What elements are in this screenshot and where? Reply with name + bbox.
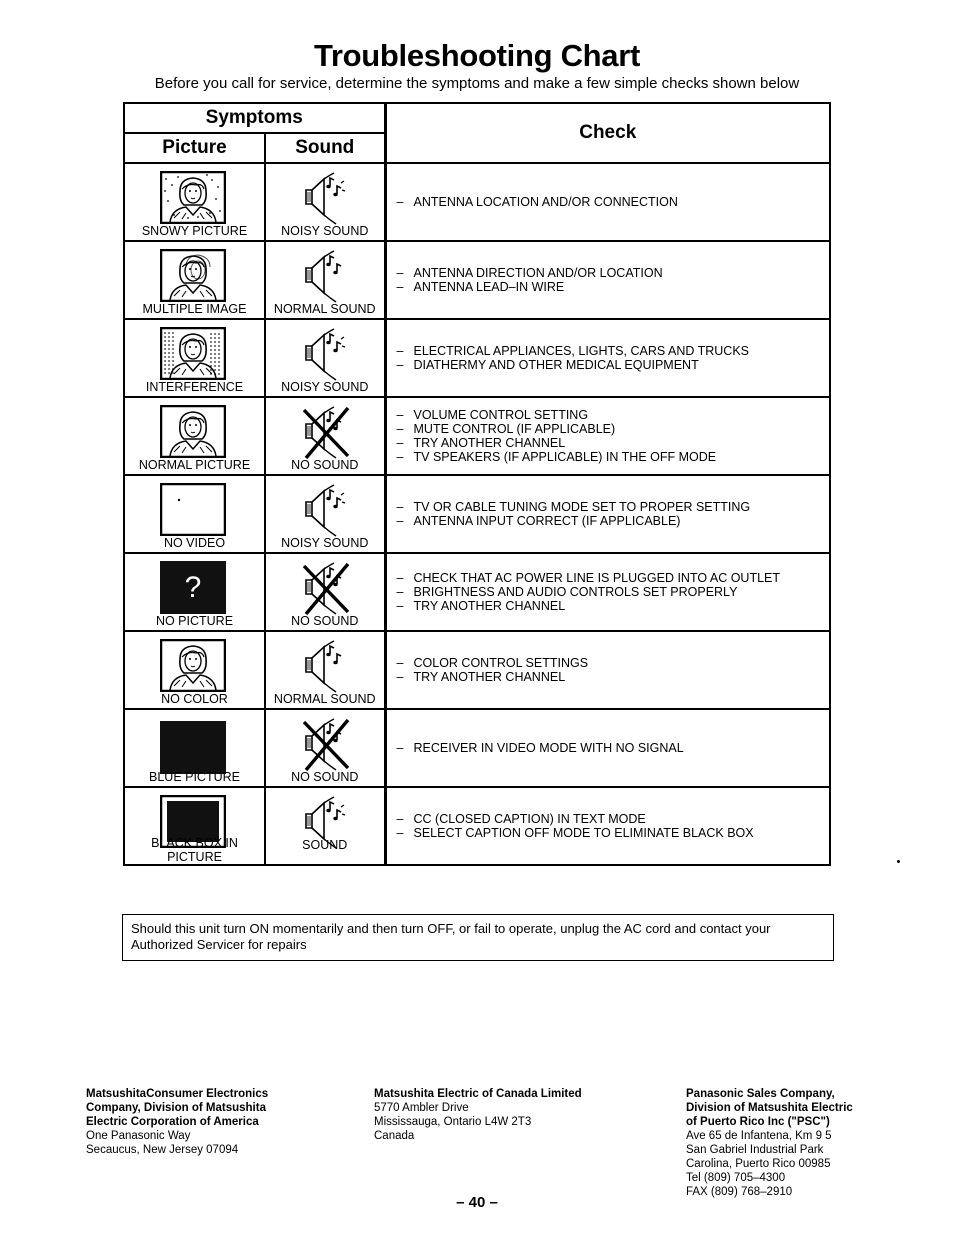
footer-pr-line: Carolina, Puerto Rico 00985 xyxy=(686,1158,831,1170)
check-item: – VOLUME CONTROL SETTING xyxy=(397,408,830,422)
footer-usa-address xyxy=(86,1087,268,1157)
symptoms-header: Symptoms xyxy=(124,103,385,133)
sound-symptom-label: NORMAL SOUND xyxy=(273,302,376,316)
picture-symptom-label xyxy=(125,836,264,864)
symptom-rows xyxy=(124,163,830,865)
picture-symptom-cell xyxy=(124,241,265,319)
sound-symptom-label: NOISY SOUND xyxy=(281,536,369,550)
sound-symptom-cell xyxy=(265,241,385,319)
check-list xyxy=(387,500,830,528)
symptom-row xyxy=(124,787,830,865)
check-list xyxy=(387,812,830,840)
check-item: – CC (CLOSED CAPTION) IN TEXT MODE xyxy=(397,812,830,826)
check-list xyxy=(387,266,830,294)
check-cell xyxy=(385,319,830,397)
check-list xyxy=(387,344,830,372)
footer-canada-address xyxy=(374,1087,582,1143)
troubleshooting-table xyxy=(123,102,831,866)
check-item: – BRIGHTNESS AND AUDIO CONTROLS SET PROPERLY xyxy=(397,585,830,599)
footer-canada-company: Matsushita Electric of Canada Limited xyxy=(374,1088,582,1100)
picture-symptom-label: NO PICTURE xyxy=(155,614,234,628)
symptom-row xyxy=(124,319,830,397)
picture-symptom-label: SNOWY PICTURE xyxy=(141,224,248,238)
footer-canada-line: Mississauga, Ontario L4W 2T3 xyxy=(374,1116,532,1128)
picture-symptom-label: NO COLOR xyxy=(161,692,228,706)
check-cell xyxy=(385,397,830,475)
check-item: – MUTE CONTROL (IF APPLICABLE) xyxy=(397,422,830,436)
footer-usa-company: MatsushitaConsumer Electronics xyxy=(86,1088,269,1100)
sound-symptom-cell xyxy=(265,397,385,475)
picture-symptom-cell xyxy=(124,709,265,787)
footer-usa-line: One Panasonic Way xyxy=(86,1130,191,1142)
check-cell xyxy=(385,709,830,787)
check-cell xyxy=(385,553,830,631)
picture-header: Picture xyxy=(124,133,265,163)
check-item: – TRY ANOTHER CHANNEL xyxy=(397,670,830,684)
picture-symptom-cell xyxy=(124,787,265,865)
picture-symptom-label: BLUE PICTURE xyxy=(149,770,240,784)
picture-symptom-label: MULTIPLE IMAGE xyxy=(142,302,247,316)
check-item: – RECEIVER IN VIDEO MODE WITH NO SIGNAL xyxy=(397,741,830,755)
sound-symptom-label: NORMAL SOUND xyxy=(273,692,376,706)
sound-symptom-cell xyxy=(265,709,385,787)
check-item: – ANTENNA DIRECTION AND/OR LOCATION xyxy=(397,266,830,280)
sound-symptom-label: NOISY SOUND xyxy=(281,380,369,394)
footer-pr-line: FAX (809) 768–2910 xyxy=(686,1186,793,1198)
sound-symptom-cell xyxy=(265,553,385,631)
page-subtitle: Before you call for service, determine the symptoms and make a few simple checks shown below xyxy=(154,75,800,92)
picture-symptom-cell xyxy=(124,631,265,709)
picture-symptom-label-line: BLACK BOX IN xyxy=(151,836,238,850)
sound-symptom-cell xyxy=(265,631,385,709)
check-cell xyxy=(385,631,830,709)
page-number: – 40 – xyxy=(456,1194,498,1211)
picture-symptom-label-line: PICTURE xyxy=(167,850,222,864)
sound-symptom-cell xyxy=(265,163,385,241)
footer-pr-line: Ave 65 de Infantena, Km 9 5 xyxy=(686,1130,832,1142)
footer-usa-company: Company, Division of Matsushita xyxy=(86,1102,266,1114)
picture-symptom-label: NORMAL PICTURE xyxy=(138,458,251,472)
service-notice: Should this unit turn ON momentarily and then turn OFF, or fail to operate, unplug the AC cord and contact your Authorized Servicer for repairs xyxy=(122,914,834,961)
check-item: – ELECTRICAL APPLIANCES, LIGHTS, CARS AND TRUCKS xyxy=(397,344,830,358)
check-list xyxy=(387,195,830,209)
check-item: – ANTENNA LOCATION AND/OR CONNECTION xyxy=(397,195,830,209)
check-item: – ANTENNA INPUT CORRECT (IF APPLICABLE) xyxy=(397,514,830,528)
footer-pr-company: of Puerto Rico Inc ("PSC") xyxy=(686,1116,830,1128)
check-item: – SELECT CAPTION OFF MODE TO ELIMINATE BLACK BOX xyxy=(397,826,830,840)
symptom-row xyxy=(124,397,830,475)
check-list xyxy=(387,408,830,464)
sound-symptom-cell xyxy=(265,319,385,397)
picture-symptom-label: NO VIDEO xyxy=(163,536,226,550)
sound-symptom-label: NO SOUND xyxy=(291,458,359,472)
symptom-row xyxy=(124,709,830,787)
footer-pr-company: Panasonic Sales Company, xyxy=(686,1088,835,1100)
check-list xyxy=(387,741,830,755)
footer-pr-company: Division of Matsushita Electric xyxy=(686,1102,853,1114)
footer-canada-line: Canada xyxy=(374,1130,415,1142)
picture-symptom-label: INTERFERENCE xyxy=(145,380,244,394)
footer-pr-line: Tel (809) 705–4300 xyxy=(686,1172,786,1184)
sound-symptom-cell xyxy=(265,787,385,865)
footer-usa-company: Electric Corporation of America xyxy=(86,1116,259,1128)
check-item: – DIATHERMY AND OTHER MEDICAL EQUIPMENT xyxy=(397,358,830,372)
footer-canada-line: 5770 Ambler Drive xyxy=(374,1102,469,1114)
symptom-row xyxy=(124,163,830,241)
check-item: – TRY ANOTHER CHANNEL xyxy=(397,436,830,450)
check-item: – TRY ANOTHER CHANNEL xyxy=(397,599,830,613)
symptom-row xyxy=(124,475,830,553)
sound-symptom-label: SOUND xyxy=(302,838,348,852)
check-item: – COLOR CONTROL SETTINGS xyxy=(397,656,830,670)
check-item: – TV OR CABLE TUNING MODE SET TO PROPER SETTING xyxy=(397,500,830,514)
sound-symptom-label: NO SOUND xyxy=(291,614,359,628)
sound-symptom-label: NOISY SOUND xyxy=(281,224,369,238)
check-cell xyxy=(385,787,830,865)
page-title: Troubleshooting Chart xyxy=(313,38,641,73)
picture-symptom-cell xyxy=(124,475,265,553)
picture-symptom-cell xyxy=(124,397,265,475)
check-cell xyxy=(385,241,830,319)
check-item: – ANTENNA LEAD–IN WIRE xyxy=(397,280,830,294)
footer-puerto-rico-address xyxy=(686,1087,853,1199)
svg-text:?: ? xyxy=(184,571,202,604)
sound-symptom-cell xyxy=(265,475,385,553)
check-cell xyxy=(385,163,830,241)
check-item: – TV SPEAKERS (IF APPLICABLE) IN THE OFF MODE xyxy=(397,450,830,464)
check-header: Check xyxy=(385,103,830,163)
picture-symptom-cell xyxy=(124,553,265,631)
symptom-row xyxy=(124,241,830,319)
symptom-row xyxy=(124,631,830,709)
symptom-row xyxy=(124,553,830,631)
picture-symptom-cell xyxy=(124,163,265,241)
picture-symptom-cell xyxy=(124,319,265,397)
sound-header: Sound xyxy=(265,133,385,163)
sound-symptom-label: NO SOUND xyxy=(291,770,359,784)
stray-mark xyxy=(897,860,900,863)
check-list xyxy=(387,571,830,613)
check-item: – CHECK THAT AC POWER LINE IS PLUGGED INTO AC OUTLET xyxy=(397,571,830,585)
check-list xyxy=(387,656,830,684)
footer-usa-line: Secaucus, New Jersey 07094 xyxy=(86,1144,239,1156)
check-cell xyxy=(385,475,830,553)
footer-pr-line: San Gabriel Industrial Park xyxy=(686,1144,824,1156)
